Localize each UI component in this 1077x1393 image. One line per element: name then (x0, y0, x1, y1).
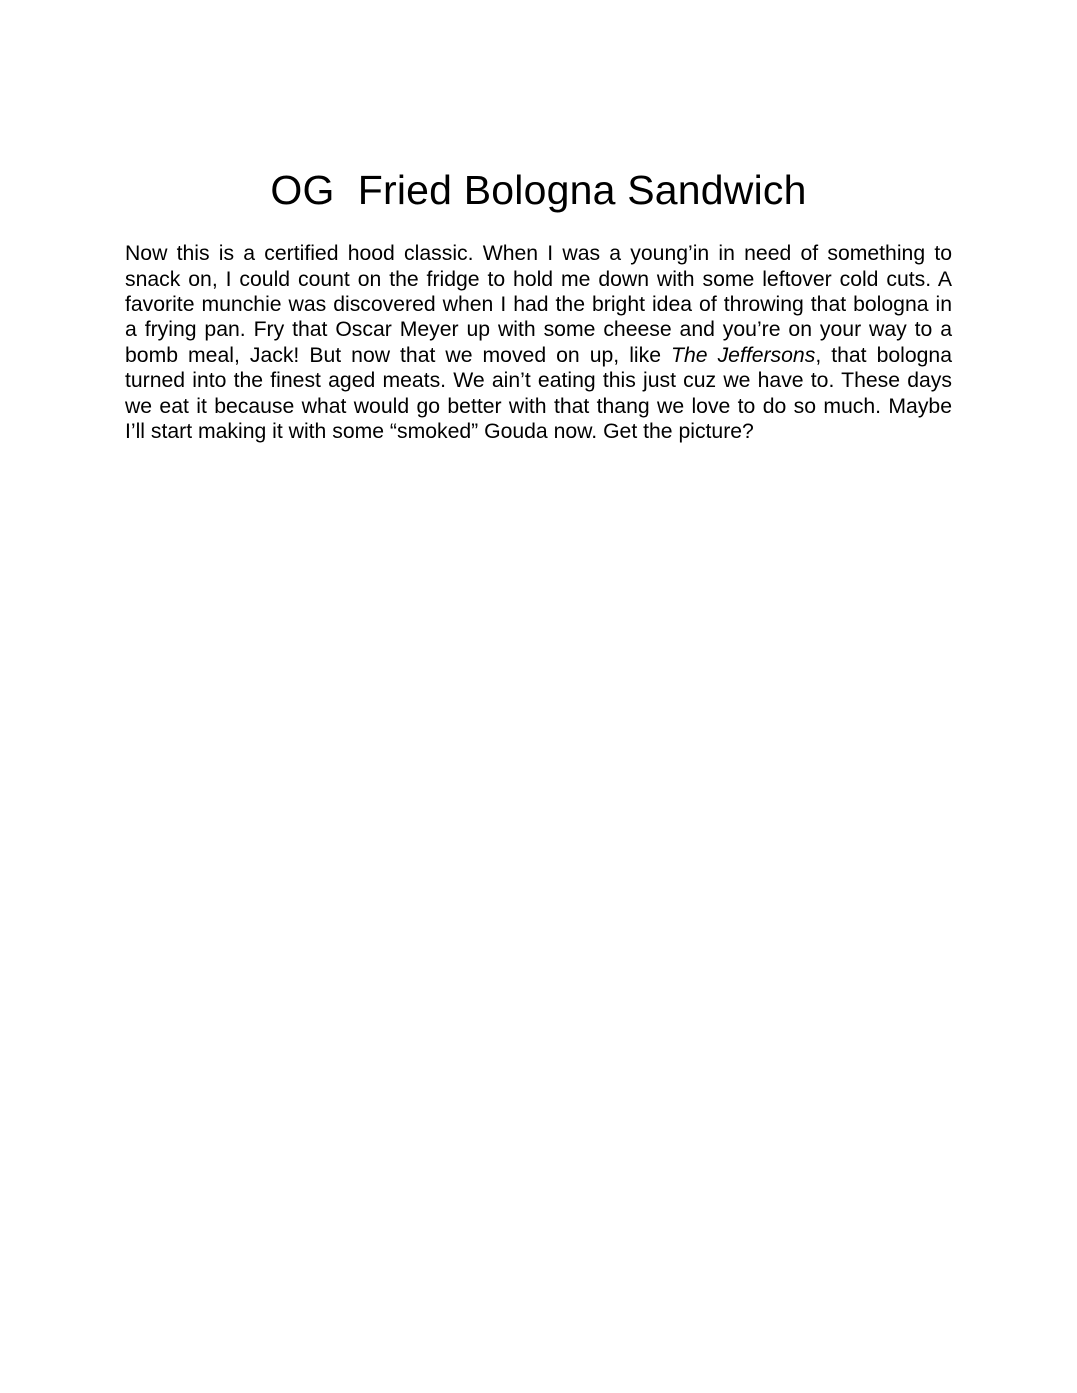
paragraph-text-after-italic: , that bologna turned into the finest aged meats. We ain’t eating this just cuz we have to. These days we eat it because what would go better with that thang we love to do so much. Maybe I’ll start making it with some “smoked” Gouda now. Get the picture? (125, 343, 952, 443)
italic-show-title-reference: The Jeffersons (671, 343, 816, 367)
paragraph-text-before-italic: Now this is a certified hood classic. When I was a young’in in need of something to snack on, I could count on the fridge to hold me down with some leftover cold cuts. A favorite munchie was discovered when I had the bright idea of throwing that bologna in a frying pan. Fry that Oscar Meyer up with some cheese and you’re on your way to a bomb meal, Jack! But now that we moved on up, like (125, 242, 952, 367)
body-paragraph (125, 241, 952, 444)
page-title: OG Fried Bologna Sandwich (270, 167, 807, 213)
